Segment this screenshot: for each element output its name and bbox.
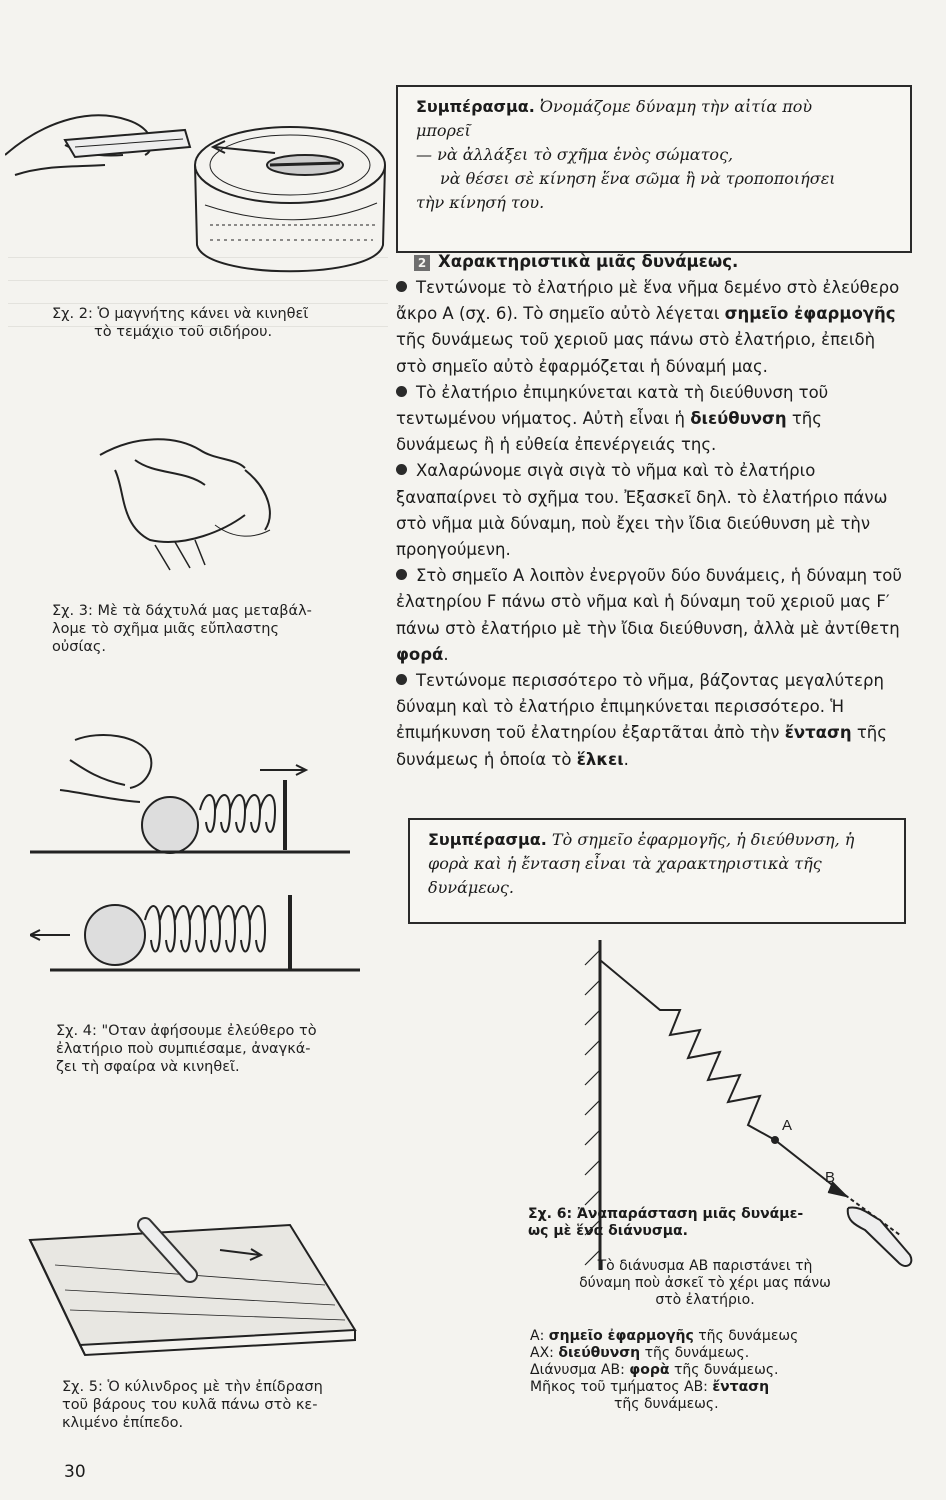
text-run: Τὸ ἐλατήριο ἐπιμηκύνεται κατὰ τὴ διεύθυνση τοῦ τεντωμένου νήματος. Αὐτὴ εἶναι ἡ xyxy=(396,382,829,429)
figure-6-caption xyxy=(528,1206,818,1240)
section-heading xyxy=(414,252,738,271)
caption-line: κλιμένο ἐπίπεδο. xyxy=(62,1415,184,1431)
conclusion-text: μπορεῖ xyxy=(416,121,471,140)
bold-term: ἕλκει xyxy=(576,749,624,769)
figure-6-vector-note xyxy=(540,1258,870,1309)
bold-term: ἔνταση xyxy=(784,723,852,743)
caption-line: Σχ. 3: Μὲ τὰ δάχτυλά μας μεταβάλ- xyxy=(52,603,312,619)
section-number: 2 xyxy=(414,255,430,271)
legend-line xyxy=(530,1362,860,1379)
legend-line xyxy=(530,1396,860,1413)
point-a-label: A xyxy=(782,1117,793,1134)
point-b-label: B xyxy=(825,1169,836,1186)
conclusion-label: Συμπέρασμα. xyxy=(428,830,547,849)
legend-prefix: ΑΧ: xyxy=(530,1345,559,1361)
legend-suffix: τῆς δυνάμεως. xyxy=(614,1396,719,1412)
legend-line xyxy=(530,1345,860,1362)
legend-suffix: τῆς δυνάμεως xyxy=(693,1328,799,1344)
figure-3-caption xyxy=(52,602,372,656)
conclusion-text: Ὀνομάζομε δύναμη τὴν αἰτία ποὺ xyxy=(539,97,813,116)
caption-line: τὸ τεμάχιο τοῦ σιδήρου. xyxy=(94,324,273,340)
text-run: . xyxy=(443,644,449,664)
text-run: Στὸ σημεῖο Α λοιπὸν ἐνεργοῦν δύο δυνάμεις, ἡ δύναμη τοῦ ἐλατηρίου F πάνω στὸ νῆμα καὶ ἡ δύναμη τοῦ χεριοῦ μας F′ πάνω στὸ ἐλατήριο μὲ τὴν ἴδια διεύθυνση, ἀλλὰ μὲ ἀντίθετη xyxy=(396,566,902,638)
bullet-icon xyxy=(396,464,407,475)
caption-line: Σχ. 4: "Οταν ἀφήσουμε ἐλεύθερο τὸ xyxy=(56,1023,317,1039)
figure-2-caption xyxy=(52,305,372,341)
legend-prefix: Μῆκος τοῦ τμήματος ΑΒ: xyxy=(530,1379,713,1395)
paragraph-text xyxy=(396,461,887,559)
paragraph-text xyxy=(396,671,887,769)
paragraph xyxy=(396,380,908,459)
bullet-icon xyxy=(396,569,407,580)
legend-term: φορὰ xyxy=(629,1362,670,1378)
conclusion-text: νὰ θέσει σὲ κίνηση ἕνα σῶμα ἢ νὰ τροποποιήσει xyxy=(440,169,836,188)
caption-line: ἐλατήριο ποὺ συμπιέσαμε, ἀναγκά- xyxy=(56,1041,311,1057)
text-run: τῆς δυνάμεως ἢ ἡ εὐθεία ἐπενέργειάς της. xyxy=(396,409,822,455)
bullet-icon xyxy=(396,674,407,685)
caption-line: ζει τὴ σφαίρα νὰ κινηθεῖ. xyxy=(56,1059,240,1075)
text-run: Τεντώνομε τὸ ἐλατήριο μὲ ἕνα νῆμα δεμένο στὸ ἐλεύθερο ἄκρο Α (σχ. 6). Τὸ σημεῖο αὐτὸ λέγεται xyxy=(396,278,900,324)
text-run: τῆς δυνάμεως τοῦ χεριοῦ μας πάνω στὸ ἐλατήριο, ἐπειδὴ στὸ σημεῖο αὐτὸ ἐφαρμόζεται ἡ δύναμή μας. xyxy=(396,330,876,376)
bullet-icon xyxy=(396,281,407,292)
caption-line: λομε τὸ σχῆμα μιᾶς εὔπλαστης xyxy=(52,621,280,637)
legend-suffix: τῆς δυνάμεως. xyxy=(640,1345,750,1361)
bold-term: φορά xyxy=(396,644,444,664)
figure-4-caption xyxy=(56,1022,376,1076)
legend-term: ἔνταση xyxy=(712,1379,770,1395)
page-number: 30 xyxy=(64,1462,86,1482)
paragraph xyxy=(396,668,908,773)
conclusion-text: τὴν κίνησή του. xyxy=(416,193,545,212)
paragraph xyxy=(396,563,908,668)
legend-suffix: τῆς δυνάμεως. xyxy=(669,1362,779,1378)
bullet-icon xyxy=(396,386,407,397)
caption-line: Σχ. 5: Ὁ κύλινδρος μὲ τὴν ἐπίδραση xyxy=(62,1379,323,1395)
legend-prefix: Διάνυσμα ΑΒ: xyxy=(530,1362,630,1378)
legend-line xyxy=(530,1328,860,1345)
caption-line: τοῦ βάρους του κυλᾶ πάνω στὸ κε- xyxy=(62,1397,318,1413)
figure-5-caption xyxy=(62,1378,382,1432)
text-run: Τεντώνομε περισσότερο τὸ νῆμα, βάζοντας μεγαλύτερη δύναμη καὶ τὸ ἐλατήριο ἐπιμηκύνεται περισσότερο. Ἡ ἐπιμήκυνση τοῦ ἐλατηρίου ἐξαρτᾶται ἀπὸ τὴν xyxy=(396,671,884,743)
figure-5-inclined-plane xyxy=(25,1195,370,1365)
vector-note-line: δύναμη ποὺ ἀσκεῖ τὸ χέρι μας πάνω xyxy=(579,1275,831,1291)
legend-term: σημεῖο ἐφαρμογῆς xyxy=(548,1328,694,1344)
bold-term: διεύθυνση xyxy=(690,409,787,429)
paragraph-text xyxy=(396,278,899,376)
figure-4-spring-ball xyxy=(30,730,375,980)
caption-line: οὐσίας. xyxy=(52,639,107,655)
caption-line: Σχ. 2: Ὁ μαγνήτης κάνει νὰ κινηθεῖ xyxy=(52,306,309,322)
paragraph-text xyxy=(396,566,902,664)
paragraph xyxy=(396,458,908,563)
conclusion-box-2 xyxy=(408,818,906,924)
figure-6-legend xyxy=(530,1328,860,1413)
figure-3-clay xyxy=(95,430,315,580)
paragraph-text xyxy=(396,383,828,454)
body-text xyxy=(396,275,908,773)
text-run: Χαλαρώνομε σιγὰ σιγὰ τὸ νῆμα καὶ τὸ ἐλατήριο ξαναπαίρνει τὸ σχῆμα του. Ἐξασκεῖ δηλ. τὸ ἐλατήριο πάνω στὸ νῆμα μιὰ δύναμη, ποὺ ἔχει τὴν ἴδια διεύθυνση μὲ τὴν προηγούμενη. xyxy=(396,461,888,560)
section-title: Χαρακτηριστικὰ μιᾶς δυνάμεως. xyxy=(438,252,739,271)
caption-line: ως μὲ ἕνα διάνυσμα. xyxy=(528,1223,688,1239)
paragraph xyxy=(396,275,908,380)
conclusion-text: — νὰ ἀλλάξει τὸ σχῆμα ἑνὸς σώματος, xyxy=(416,145,734,164)
text-run: τῆς δυνάμεως ἡ ὁποία τὸ xyxy=(396,723,887,769)
legend-prefix: Α: xyxy=(530,1328,549,1344)
legend-line xyxy=(530,1379,860,1396)
caption-line: Σχ. 6: Ἀναπαράσταση μιᾶς δυνάμε- xyxy=(528,1206,804,1222)
bold-term: σημεῖο ἐφαρμογῆς xyxy=(724,304,896,324)
text-run: . xyxy=(623,749,629,769)
conclusion-text: Τὸ σημεῖο ἐφαρμογῆς, ἡ διεύθυνση, ἡ φορὰ καὶ ἡ ἔνταση εἶναι τὰ χαρακτηριστικὰ τῆς δυνάμεως. xyxy=(428,830,855,897)
figure-2-magnet xyxy=(5,95,390,295)
vector-note-line: Τὸ διάνυσμα ΑΒ παριστάνει τὴ xyxy=(597,1258,813,1274)
conclusion-label: Συμπέρασμα. xyxy=(416,97,535,116)
conclusion-box-1 xyxy=(396,85,912,253)
vector-note-line: στὸ ἐλατήριο. xyxy=(655,1292,755,1308)
legend-term: διεύθυνση xyxy=(558,1345,641,1361)
